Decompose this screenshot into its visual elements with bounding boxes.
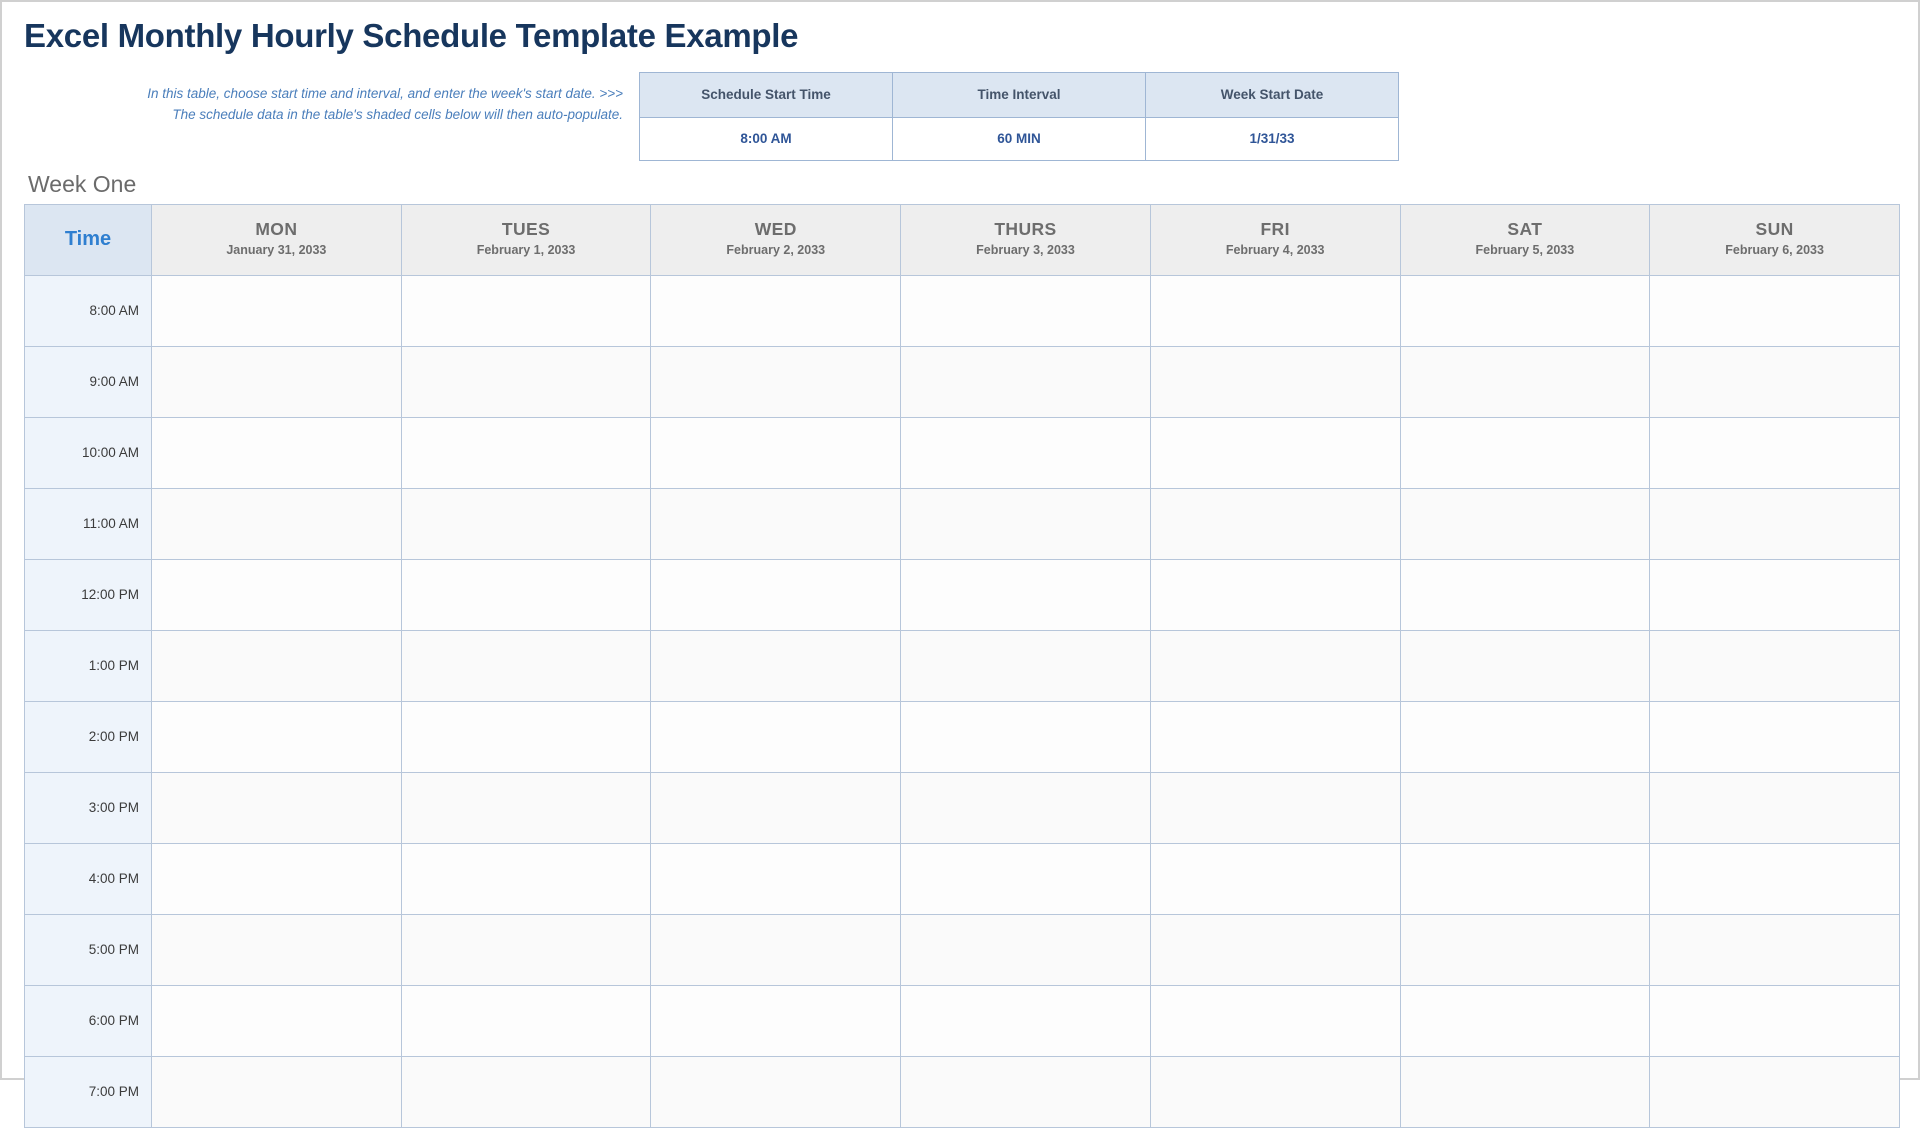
table-row xyxy=(25,630,1900,701)
schedule-day-header-mon xyxy=(152,204,402,275)
time-label-cell: 3:00 PM xyxy=(25,772,152,843)
settings-header-start-time: Schedule Start Time xyxy=(640,72,893,117)
table-row xyxy=(25,985,1900,1056)
day-name-fri: FRI xyxy=(1260,219,1290,240)
schedule-slot-sun-7[interactable] xyxy=(1650,772,1900,843)
time-label-cell: 11:00 AM xyxy=(25,488,152,559)
schedule-slot-fri-7[interactable] xyxy=(1150,772,1400,843)
schedule-slot-tues-10[interactable] xyxy=(401,985,651,1056)
schedule-slot-sun-9[interactable] xyxy=(1650,914,1900,985)
schedule-slot-fri-4[interactable] xyxy=(1150,559,1400,630)
schedule-day-header-wed xyxy=(651,204,901,275)
time-interval-value[interactable]: 60 MIN xyxy=(893,117,1146,160)
schedule-slot-sat-9[interactable] xyxy=(1400,914,1650,985)
schedule-slot-mon-3[interactable] xyxy=(152,488,402,559)
schedule-body xyxy=(25,275,1900,1127)
table-row xyxy=(25,1056,1900,1127)
table-row xyxy=(25,488,1900,559)
schedule-slot-thurs-10[interactable] xyxy=(901,985,1151,1056)
settings-header-row xyxy=(640,72,1399,117)
schedule-slot-tues-9[interactable] xyxy=(401,914,651,985)
schedule-slot-sun-1[interactable] xyxy=(1650,346,1900,417)
day-name-sat: SAT xyxy=(1507,219,1543,240)
schedule-header-row xyxy=(25,204,1900,275)
table-row xyxy=(25,843,1900,914)
schedule-slot-thurs-5[interactable] xyxy=(901,630,1151,701)
schedule-slot-tues-0[interactable] xyxy=(401,275,651,346)
schedule-time-header: Time xyxy=(25,204,152,275)
time-label-cell: 9:00 AM xyxy=(25,346,152,417)
time-label-cell: 8:00 AM xyxy=(25,275,152,346)
schedule-slot-sun-10[interactable] xyxy=(1650,985,1900,1056)
schedule-slot-wed-8[interactable] xyxy=(651,843,901,914)
table-row xyxy=(25,275,1900,346)
schedule-slot-wed-2[interactable] xyxy=(651,417,901,488)
schedule-table xyxy=(24,204,1900,1128)
schedule-day-header-fri xyxy=(1150,204,1400,275)
schedule-slot-mon-4[interactable] xyxy=(152,559,402,630)
schedule-slot-tues-7[interactable] xyxy=(401,772,651,843)
schedule-slot-tues-4[interactable] xyxy=(401,559,651,630)
schedule-slot-wed-6[interactable] xyxy=(651,701,901,772)
schedule-grid-wrapper xyxy=(2,204,1918,1128)
day-date-sun: February 6, 2033 xyxy=(1725,243,1824,258)
settings-value-row xyxy=(640,117,1399,160)
schedule-slot-sat-8[interactable] xyxy=(1400,843,1650,914)
schedule-slot-thurs-2[interactable] xyxy=(901,417,1151,488)
schedule-slot-mon-1[interactable] xyxy=(152,346,402,417)
day-name-sun: SUN xyxy=(1755,219,1794,240)
schedule-slot-tues-1[interactable] xyxy=(401,346,651,417)
schedule-slot-sat-5[interactable] xyxy=(1400,630,1650,701)
schedule-slot-sun-0[interactable] xyxy=(1650,275,1900,346)
schedule-slot-fri-8[interactable] xyxy=(1150,843,1400,914)
schedule-slot-tues-5[interactable] xyxy=(401,630,651,701)
week-label: Week One xyxy=(28,170,137,197)
instructions-line-2: The schedule data in the table's shaded cells below will then auto-populate. xyxy=(172,106,623,122)
schedule-slot-sun-11[interactable] xyxy=(1650,1056,1900,1127)
week-start-date-value[interactable]: 1/31/33 xyxy=(1146,117,1399,160)
schedule-slot-wed-5[interactable] xyxy=(651,630,901,701)
schedule-slot-tues-8[interactable] xyxy=(401,843,651,914)
schedule-slot-mon-0[interactable] xyxy=(152,275,402,346)
table-row xyxy=(25,914,1900,985)
instructions-block xyxy=(24,72,639,126)
day-date-sat: February 5, 2033 xyxy=(1475,243,1575,258)
page-title: Excel Monthly Hourly Schedule Template Example xyxy=(24,17,799,54)
schedule-slot-sat-2[interactable] xyxy=(1400,417,1650,488)
schedule-slot-mon-7[interactable] xyxy=(152,772,402,843)
day-date-thurs: February 3, 2033 xyxy=(976,243,1075,258)
schedule-slot-thurs-1[interactable] xyxy=(901,346,1151,417)
start-time-value[interactable]: 8:00 AM xyxy=(640,117,893,160)
time-label-cell: 7:00 PM xyxy=(25,1056,152,1127)
schedule-slot-sat-10[interactable] xyxy=(1400,985,1650,1056)
schedule-slot-sat-4[interactable] xyxy=(1400,559,1650,630)
table-row xyxy=(25,772,1900,843)
schedule-slot-sun-6[interactable] xyxy=(1650,701,1900,772)
schedule-slot-mon-6[interactable] xyxy=(152,701,402,772)
schedule-slot-wed-1[interactable] xyxy=(651,346,901,417)
schedule-slot-thurs-9[interactable] xyxy=(901,914,1151,985)
schedule-day-header-thurs xyxy=(901,204,1151,275)
day-date-tues: February 1, 2033 xyxy=(476,243,576,258)
time-label-cell: 10:00 AM xyxy=(25,417,152,488)
table-row xyxy=(25,417,1900,488)
schedule-slot-fri-2[interactable] xyxy=(1150,417,1400,488)
time-label-cell: 6:00 PM xyxy=(25,985,152,1056)
instructions-line-1: In this table, choose start time and interval, and enter the week's start date. >>> xyxy=(147,85,623,101)
schedule-slot-mon-11[interactable] xyxy=(152,1056,402,1127)
schedule-slot-thurs-3[interactable] xyxy=(901,488,1151,559)
schedule-slot-sat-7[interactable] xyxy=(1400,772,1650,843)
schedule-slot-tues-2[interactable] xyxy=(401,417,651,488)
schedule-slot-sun-2[interactable] xyxy=(1650,417,1900,488)
day-date-fri: February 4, 2033 xyxy=(1225,243,1325,258)
day-date-wed: February 2, 2033 xyxy=(726,243,826,258)
schedule-slot-wed-7[interactable] xyxy=(651,772,901,843)
time-label-cell: 5:00 PM xyxy=(25,914,152,985)
schedule-slot-fri-9[interactable] xyxy=(1150,914,1400,985)
schedule-slot-mon-8[interactable] xyxy=(152,843,402,914)
day-name-tues: TUES xyxy=(501,219,551,240)
time-label-cell: 2:00 PM xyxy=(25,701,152,772)
day-date-mon: January 31, 2033 xyxy=(226,243,327,258)
time-label-cell: 4:00 PM xyxy=(25,843,152,914)
schedule-slot-fri-10[interactable] xyxy=(1150,985,1400,1056)
schedule-slot-fri-3[interactable] xyxy=(1150,488,1400,559)
schedule-slot-wed-0[interactable] xyxy=(651,275,901,346)
schedule-slot-fri-5[interactable] xyxy=(1150,630,1400,701)
settings-table xyxy=(639,72,1399,161)
schedule-slot-wed-9[interactable] xyxy=(651,914,901,985)
settings-header-week-start-date: Week Start Date xyxy=(1146,72,1399,117)
schedule-slot-tues-11[interactable] xyxy=(401,1056,651,1127)
settings-row xyxy=(2,72,1918,161)
schedule-slot-thurs-4[interactable] xyxy=(901,559,1151,630)
schedule-slot-wed-3[interactable] xyxy=(651,488,901,559)
schedule-slot-fri-0[interactable] xyxy=(1150,275,1400,346)
schedule-slot-tues-6[interactable] xyxy=(401,701,651,772)
schedule-slot-thurs-0[interactable] xyxy=(901,275,1151,346)
time-label-cell: 1:00 PM xyxy=(25,630,152,701)
schedule-slot-sat-11[interactable] xyxy=(1400,1056,1650,1127)
settings-header-time-interval: Time Interval xyxy=(893,72,1146,117)
schedule-slot-sat-0[interactable] xyxy=(1400,275,1650,346)
schedule-slot-mon-9[interactable] xyxy=(152,914,402,985)
schedule-slot-mon-2[interactable] xyxy=(152,417,402,488)
schedule-day-header-sun xyxy=(1650,204,1900,275)
schedule-slot-fri-11[interactable] xyxy=(1150,1056,1400,1127)
schedule-slot-sat-6[interactable] xyxy=(1400,701,1650,772)
schedule-slot-wed-10[interactable] xyxy=(651,985,901,1056)
schedule-slot-sun-3[interactable] xyxy=(1650,488,1900,559)
schedule-slot-mon-5[interactable] xyxy=(152,630,402,701)
schedule-slot-wed-11[interactable] xyxy=(651,1056,901,1127)
day-name-wed: WED xyxy=(754,219,797,240)
schedule-slot-mon-10[interactable] xyxy=(152,985,402,1056)
day-name-mon: MON xyxy=(255,219,298,240)
schedule-slot-fri-6[interactable] xyxy=(1150,701,1400,772)
time-label-cell: 12:00 PM xyxy=(25,559,152,630)
table-row xyxy=(25,346,1900,417)
schedule-slot-tues-3[interactable] xyxy=(401,488,651,559)
schedule-day-header-sat xyxy=(1400,204,1650,275)
schedule-slot-fri-1[interactable] xyxy=(1150,346,1400,417)
schedule-slot-thurs-7[interactable] xyxy=(901,772,1151,843)
schedule-slot-sun-5[interactable] xyxy=(1650,630,1900,701)
schedule-slot-sat-3[interactable] xyxy=(1400,488,1650,559)
schedule-day-header-tues xyxy=(401,204,651,275)
table-row xyxy=(25,701,1900,772)
table-row xyxy=(25,559,1900,630)
schedule-slot-thurs-6[interactable] xyxy=(901,701,1151,772)
schedule-slot-thurs-11[interactable] xyxy=(901,1056,1151,1127)
schedule-slot-sat-1[interactable] xyxy=(1400,346,1650,417)
schedule-slot-sun-8[interactable] xyxy=(1650,843,1900,914)
schedule-slot-thurs-8[interactable] xyxy=(901,843,1151,914)
schedule-slot-wed-4[interactable] xyxy=(651,559,901,630)
schedule-slot-sun-4[interactable] xyxy=(1650,559,1900,630)
day-name-thurs: THURS xyxy=(994,219,1057,240)
